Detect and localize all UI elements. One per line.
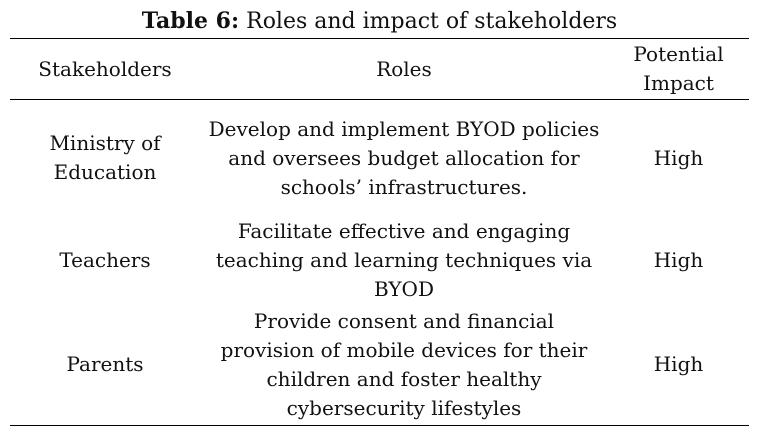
- stakeholders-table: [10, 39, 749, 425]
- impact-cell: High: [653, 248, 704, 272]
- table-caption-title: Roles and impact of stakeholders: [246, 9, 618, 34]
- table-row: [10, 304, 749, 425]
- table-bottom-rule: [10, 425, 749, 426]
- header-roles: Roles: [376, 56, 432, 81]
- impact-cell: High: [653, 145, 704, 170]
- table-caption-label: Table 6:: [141, 8, 240, 34]
- impact-cell: High: [653, 352, 704, 376]
- stakeholder-cell: Teachers: [59, 248, 151, 272]
- roles-cell: Develop and implement BYOD policies and oversees budget allocation for schools’ infrastructures.: [208, 116, 600, 199]
- stakeholder-cell: Parents: [66, 352, 144, 376]
- table-row: [10, 217, 749, 304]
- roles-cell: Provide consent and financial provision of mobile devices for their children and foster healthy cybersecurity lifestyles: [220, 308, 588, 420]
- roles-cell: Facilitate effective and engaging teaching and learning techniques via BYOD: [215, 219, 593, 301]
- table-row: [10, 99, 749, 217]
- header-potential-impact: Potential Impact: [633, 42, 724, 95]
- stakeholder-cell: Ministry of Education: [49, 131, 161, 184]
- table-caption: [0, 6, 759, 37]
- table-header-row: [10, 39, 749, 99]
- header-stakeholders: Stakeholders: [38, 56, 172, 81]
